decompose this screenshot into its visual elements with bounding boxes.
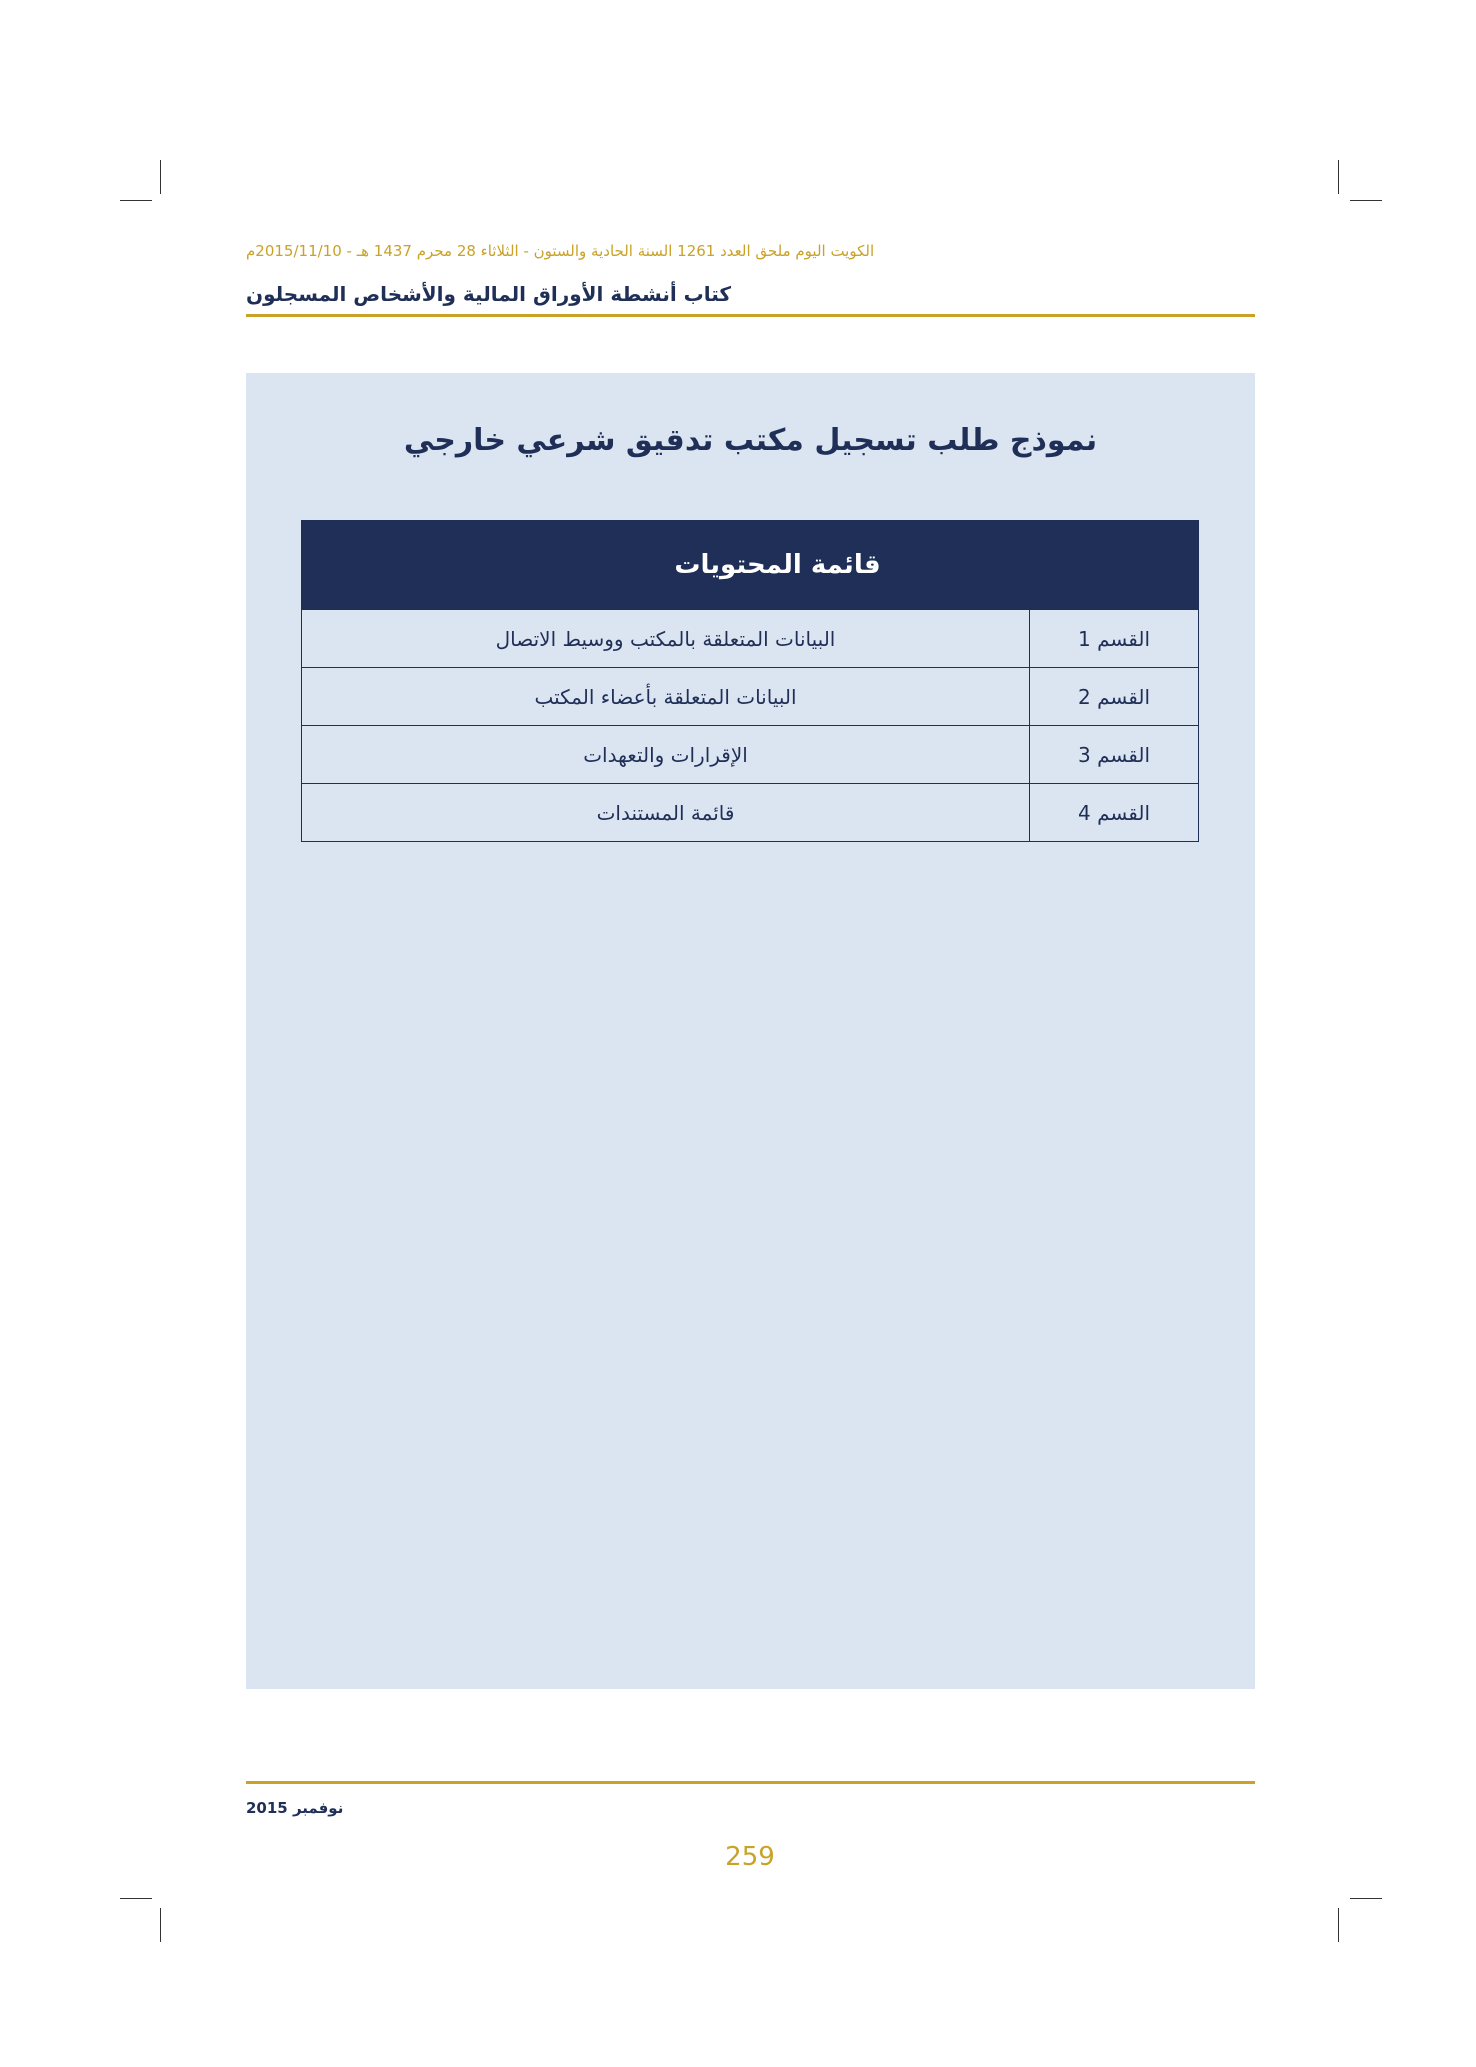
contents-table-header [301, 520, 1199, 610]
section-number: القسم 3 [1029, 726, 1198, 783]
crop-mark [160, 1908, 161, 1942]
section-name: البيانات المتعلقة بالمكتب ووسيط الاتصال [495, 626, 836, 651]
contents-heading: قائمة المحتويات [674, 550, 881, 580]
table-row [301, 784, 1199, 842]
header-divider [246, 314, 1255, 317]
crop-mark [120, 1898, 152, 1899]
crop-mark [1338, 160, 1339, 194]
section-name: قائمة المستندات [596, 800, 735, 825]
book-title: كتاب أنشطة الأوراق المالية والأشخاص المسجلون [246, 282, 732, 306]
table-row [301, 726, 1199, 784]
footer-divider [246, 1781, 1255, 1784]
crop-mark [120, 200, 152, 201]
crop-mark [1350, 200, 1382, 201]
section-name: البيانات المتعلقة بأعضاء المكتب [534, 684, 797, 709]
footer-date: نوفمبر 2015 [246, 1799, 344, 1817]
crop-mark [160, 160, 161, 194]
section-name: الإقرارات والتعهدات [583, 742, 748, 767]
issue-line: الكويت اليوم ملحق العدد 1261 السنة الحادية والستون - الثلاثاء 28 محرم 1437 هـ - 2015/11/10م [246, 242, 875, 260]
contents-table [301, 520, 1199, 842]
section-number: القسم 2 [1029, 668, 1198, 725]
form-panel [246, 373, 1255, 1689]
table-row [301, 610, 1199, 668]
section-number: القسم 1 [1029, 610, 1198, 667]
section-number: القسم 4 [1029, 784, 1198, 841]
crop-mark [1350, 1898, 1382, 1899]
form-title: نموذج طلب تسجيل مكتب تدقيق شرعي خارجي [403, 423, 1098, 458]
crop-mark [1338, 1908, 1339, 1942]
page-number: 259 [725, 1842, 775, 1872]
table-row [301, 668, 1199, 726]
